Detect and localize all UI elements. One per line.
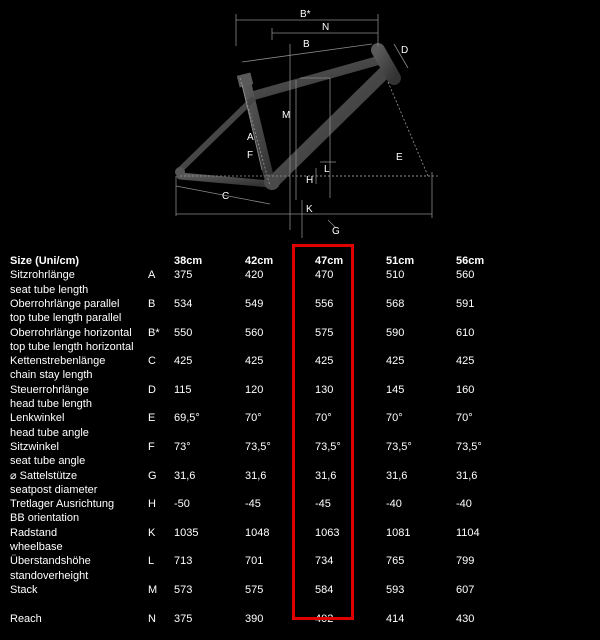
row-value: 145	[386, 383, 404, 397]
row-name-en: seat tube angle	[10, 454, 85, 468]
row-value: 73,5°	[315, 440, 341, 454]
label-a: A	[247, 132, 254, 143]
size-col-3: 47cm	[315, 254, 343, 268]
row-value: 575	[315, 326, 333, 340]
row-code: L	[148, 554, 154, 568]
row-value: 402	[315, 612, 333, 626]
row-value: 69,5°	[174, 411, 200, 425]
row-value: 1048	[245, 526, 269, 540]
row-code: A	[148, 268, 155, 282]
rear-dropout	[175, 167, 185, 177]
row-value: 799	[456, 554, 474, 568]
label-c: C	[222, 191, 229, 202]
row-name-en: top tube length horizontal	[10, 340, 134, 354]
row-value: 765	[386, 554, 404, 568]
row-value: 115	[174, 383, 192, 397]
row-value: -50	[174, 497, 190, 511]
row-value: 414	[386, 612, 404, 626]
row-value: 430	[456, 612, 474, 626]
row-value: 591	[456, 297, 474, 311]
row-value: 590	[386, 326, 404, 340]
size-col-4: 51cm	[386, 254, 414, 268]
row-name: ⌀ Sattelstütze	[10, 469, 77, 483]
row-value: 713	[174, 554, 192, 568]
row-name-en: head tube angle	[10, 426, 89, 440]
row-value: 701	[245, 554, 263, 568]
row-value: 375	[174, 612, 192, 626]
row-value: 584	[315, 583, 333, 597]
row-value: 593	[386, 583, 404, 597]
row-value: 534	[174, 297, 192, 311]
label-n: N	[322, 22, 329, 33]
row-value: 568	[386, 297, 404, 311]
row-name: Radstand	[10, 526, 57, 540]
row-name-en: wheelbase	[10, 540, 63, 554]
label-f: F	[247, 150, 253, 161]
row-value: 70°	[315, 411, 332, 425]
row-code: N	[148, 612, 156, 626]
row-name: Sitzrohrlänge	[10, 268, 75, 282]
row-value: 73,5°	[245, 440, 271, 454]
row-value: 390	[245, 612, 263, 626]
row-value: 425	[386, 354, 404, 368]
row-code: F	[148, 440, 155, 454]
row-value: 31,6	[456, 469, 477, 483]
row-code: C	[148, 354, 156, 368]
row-value: 1104	[456, 526, 480, 540]
row-value: 70°	[386, 411, 403, 425]
row-name: Tretlager Ausrichtung	[10, 497, 114, 511]
label-b: B	[303, 39, 310, 50]
row-name-en: standoverheight	[10, 569, 88, 583]
row-value: -40	[456, 497, 472, 511]
row-value: 425	[315, 354, 333, 368]
label-h: H	[306, 175, 313, 186]
row-value: 70°	[456, 411, 473, 425]
row-value: 31,6	[315, 469, 336, 483]
row-value: 1035	[174, 526, 198, 540]
row-value: 1063	[315, 526, 339, 540]
row-code: B*	[148, 326, 160, 340]
row-name: Oberrohrlänge parallel	[10, 297, 119, 311]
row-name: Überstandshöhe	[10, 554, 91, 568]
row-name-en: BB orientation	[10, 511, 79, 525]
row-value: 130	[315, 383, 333, 397]
highlight-column-frame	[292, 244, 354, 620]
label-m: M	[282, 110, 290, 121]
row-value: 425	[456, 354, 474, 368]
row-value: -45	[315, 497, 331, 511]
row-value: 425	[245, 354, 263, 368]
label-g: G	[332, 226, 340, 237]
size-col-2: 42cm	[245, 254, 273, 268]
label-b-star: B*	[300, 9, 311, 20]
row-value: -40	[386, 497, 402, 511]
row-name: Lenkwinkel	[10, 411, 64, 425]
row-value: 607	[456, 583, 474, 597]
row-code: B	[148, 297, 155, 311]
row-value: 550	[174, 326, 192, 340]
row-value: 31,6	[174, 469, 195, 483]
row-value: 31,6	[245, 469, 266, 483]
row-value: 573	[174, 583, 192, 597]
row-value: 549	[245, 297, 263, 311]
row-value: 70°	[245, 411, 262, 425]
label-k: K	[306, 204, 313, 215]
row-value: 556	[315, 297, 333, 311]
frame-geometry-diagram	[0, 0, 600, 240]
row-value: 73°	[174, 440, 191, 454]
row-value: 1081	[386, 526, 410, 540]
row-value: -45	[245, 497, 261, 511]
row-value: 73,5°	[456, 440, 482, 454]
row-code: D	[148, 383, 156, 397]
size-col-1: 38cm	[174, 254, 202, 268]
row-name-en: chain stay length	[10, 368, 93, 382]
row-value: 470	[315, 268, 333, 282]
row-name: Sitzwinkel	[10, 440, 59, 454]
row-value: 560	[245, 326, 263, 340]
row-value: 31,6	[386, 469, 407, 483]
row-code: K	[148, 526, 155, 540]
row-value: 425	[174, 354, 192, 368]
row-value: 73,5°	[386, 440, 412, 454]
row-name-en: head tube length	[10, 397, 92, 411]
row-value: 420	[245, 268, 263, 282]
size-col-5: 56cm	[456, 254, 484, 268]
row-code: H	[148, 497, 156, 511]
row-name: Stack	[10, 583, 38, 597]
row-name-en: top tube length parallel	[10, 311, 121, 325]
label-l: L	[324, 164, 330, 175]
row-value: 734	[315, 554, 333, 568]
row-value: 575	[245, 583, 263, 597]
row-code: E	[148, 411, 155, 425]
row-value: 160	[456, 383, 474, 397]
size-header: Size (Uni/cm)	[10, 254, 79, 268]
label-d: D	[401, 45, 408, 56]
row-name: Kettenstrebenlänge	[10, 354, 105, 368]
row-value: 510	[386, 268, 404, 282]
row-name-en: seat tube length	[10, 283, 88, 297]
row-value: 610	[456, 326, 474, 340]
row-name-en: seatpost diameter	[10, 483, 97, 497]
row-code: M	[148, 583, 157, 597]
row-name: Reach	[10, 612, 42, 626]
row-value: 120	[245, 383, 263, 397]
row-value: 375	[174, 268, 192, 282]
row-code: G	[148, 469, 157, 483]
row-name: Steuerrohrlänge	[10, 383, 89, 397]
row-name: Oberrohrlänge horizontal	[10, 326, 132, 340]
row-value: 560	[456, 268, 474, 282]
label-e: E	[396, 152, 403, 163]
